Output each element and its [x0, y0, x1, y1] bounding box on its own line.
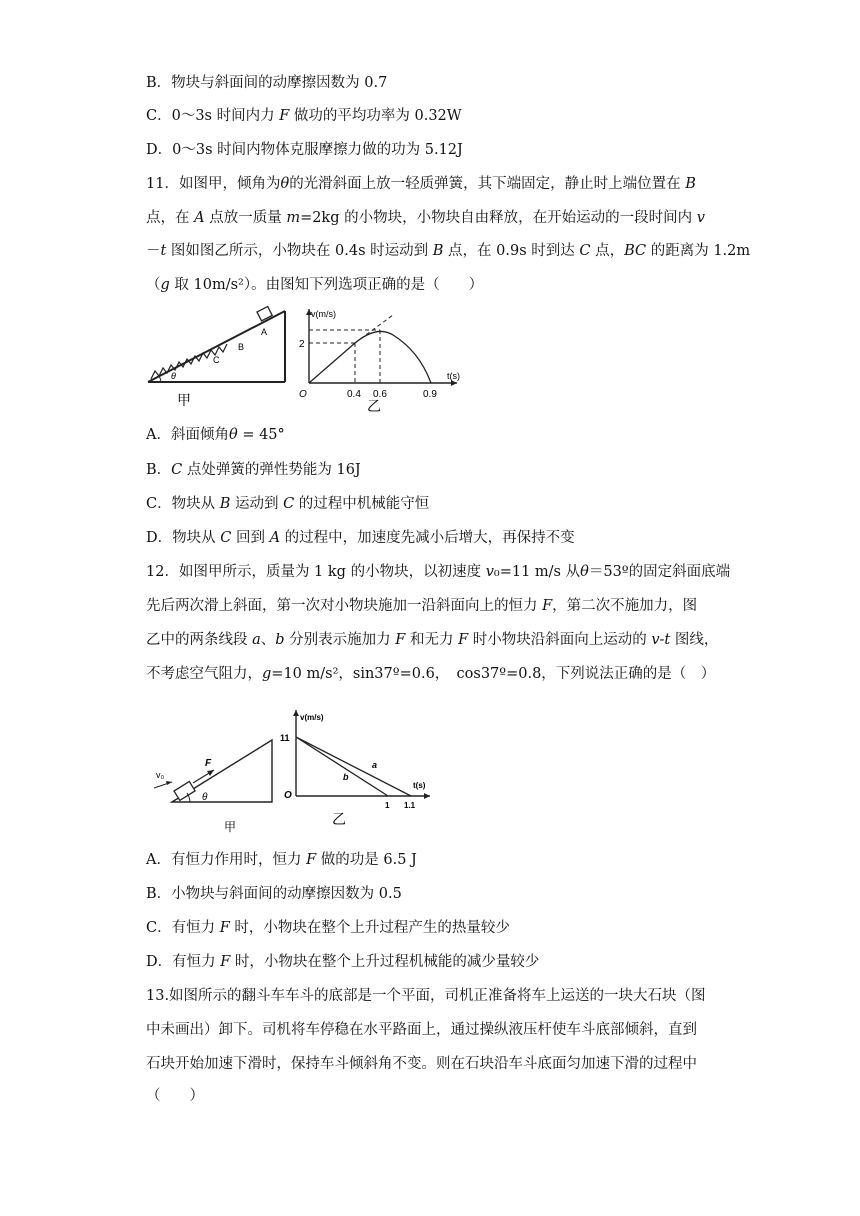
q11-stem-line-3: －t 图如图乙所示，小物块在 0.4s 时运动到 B 点，在 0.9s 时到达 C 点，BC 的距离为 1.2m [146, 243, 751, 259]
graph-ytick-2: 2 [299, 339, 305, 350]
graph-xtick-1-1: 1.1 [404, 801, 416, 810]
q13-stem-line-2: 中未画出）卸下。司机将车停稳在水平路面上，通过操纵液压杆使车斗底部倾斜，直到 [146, 1022, 697, 1038]
q12-option-c: C．有恒力 F 时，小物块在整个上升过程产生的热量较少 [146, 920, 510, 936]
q13-stem-line-1: 13.如图所示的翻斗车车斗的底部是一个平面，司机正准备将车上运送的一块大石块（图 [146, 988, 706, 1004]
q11-figure-incline [143, 305, 293, 410]
label-b: B [238, 342, 245, 352]
q11-option-a: A．斜面倾角θ = 45° [146, 427, 285, 443]
label-a: A [261, 327, 268, 337]
q13-stem-line-4: （ ） [146, 1088, 204, 1104]
graph-origin: O [284, 790, 292, 801]
graph-ylabel: v(m/s) [311, 309, 336, 319]
label-theta: θ [171, 371, 176, 381]
q10-option-c: C．0～3s 时间内力 F 做功的平均功率为 0.32W [146, 108, 462, 124]
label-theta: θ [202, 792, 208, 803]
graph-xtick-0-9: 0.9 [423, 389, 437, 400]
graph-xtick-0-4: 0.4 [347, 389, 361, 400]
block [174, 782, 195, 801]
label-line-a: a [372, 760, 378, 770]
graph-ylabel: v(m/s) [300, 713, 324, 722]
caption-jia: 甲 [177, 392, 191, 408]
graph-ytick-11: 11 [280, 733, 290, 743]
graph-xlabel: t(s) [447, 371, 460, 381]
q11-figure-vt-graph [295, 305, 465, 413]
q12-figure-incline [150, 720, 285, 840]
graph-origin: O [299, 389, 307, 400]
q11-option-b: B．C 点处弹簧的弹性势能为 16J [146, 462, 361, 478]
q11-stem-line-4: （g 取 10m/s²）。由图知下列选项正确的是（ ） [146, 277, 484, 293]
graph-xlabel: t(s) [413, 781, 426, 790]
linear-segment [309, 343, 355, 383]
caption-yi: 乙 [332, 811, 346, 827]
graph-xtick-0-6: 0.6 [373, 389, 387, 400]
q12-option-b: B．小物块与斜面间的动摩擦因数为 0.5 [146, 886, 402, 902]
label-c: C [213, 355, 220, 365]
caption-yi: 乙 [367, 398, 381, 413]
q13-stem-line-3: 石块开始加速下滑时，保持车斗倾斜角不变。则在石块沿车斗底面匀加速下滑的过程中 [146, 1056, 697, 1072]
q12-option-d: D．有恒力 F 时，小物块在整个上升过程机械能的减少量较少 [146, 954, 540, 970]
label-f: F [205, 758, 212, 769]
q12-option-a: A．有恒力作用时，恒力 F 做的功是 6.5 J [146, 852, 417, 868]
q11-stem-line-1: 11．如图甲，倾角为θ的光滑斜面上放一轻质弹簧，其下端固定，静止时上端位置在 B [146, 176, 696, 192]
q10-option-d: D．0～3s 时间内物体克服摩擦力做的功为 5.12J [146, 142, 463, 158]
q11-stem-line-2: 点，在 A 点放一质量 m=2kg 的小物块，小物块自由释放，在开始运动的一段时间内 v [146, 210, 705, 226]
q10-option-b: B．物块与斜面间的动摩擦因数为 0.7 [146, 75, 388, 91]
q12-figure-vt-graph [280, 704, 440, 834]
line-a [296, 737, 411, 796]
q11-option-c: C．物块从 B 运动到 C 的过程中机械能守恒 [146, 496, 430, 512]
q12-stem-line-2: 先后两次滑上斜面，第一次对小物块施加一沿斜面向上的恒力 F，第二次不施加力，图 [146, 598, 698, 614]
curve-segment [355, 331, 431, 383]
label-v0: v₀ [156, 770, 165, 780]
caption-jia: 甲 [224, 820, 237, 834]
q12-stem-line-3: 乙中的两条线段 a、b 分别表示施加力 F 和无力 F 时小物块沿斜面向上运动的 v-t 图线， [146, 632, 719, 648]
graph-xtick-1: 1 [385, 801, 390, 810]
q12-stem-line-1: 12．如图甲所示，质量为 1 kg 的小物块，以初速度 v₀=11 m/s 从θ＝53º的固定斜面底端 [146, 564, 731, 580]
q12-stem-line-4: 不考虑空气阻力，g=10 m/s²，sin37º=0.6， cos37º=0.8，下列说法正确的是（ ） [146, 666, 716, 682]
label-line-b: b [343, 772, 349, 782]
q11-option-d: D．物块从 C 回到 A 的过程中，加速度先减小后增大，再保持不变 [146, 530, 575, 546]
